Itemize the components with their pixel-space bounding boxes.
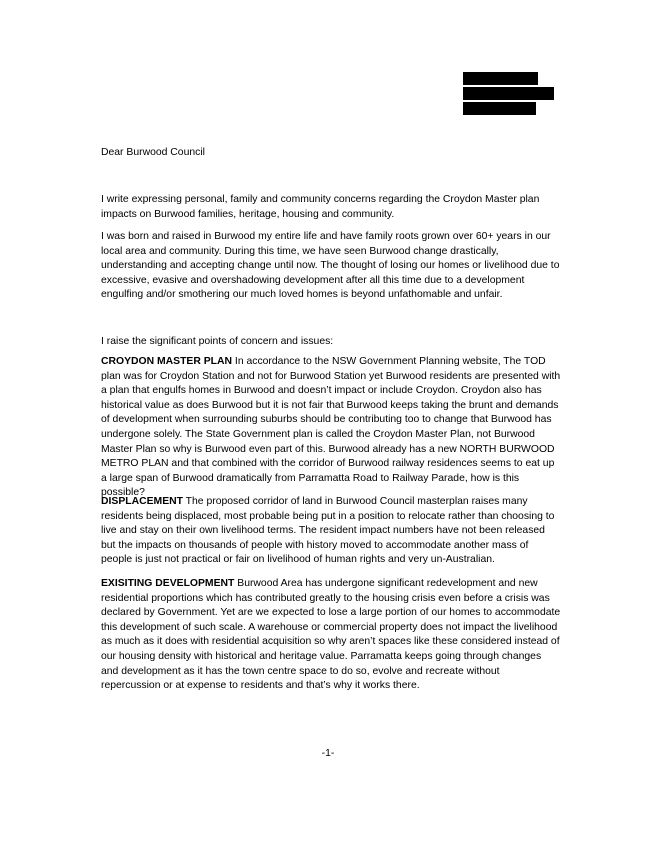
redaction-bar xyxy=(463,72,538,85)
intro-paragraph: I write expressing personal, family and community concerns regarding the Croydon Master plan impacts on Burwood families, heritage, housing and community. xyxy=(101,194,540,220)
point-heading: CROYDON MASTER PLAN xyxy=(101,356,233,367)
background-paragraph: I was born and raised in Burwood my entire life and have family roots grown over 60+ years in our local area and community. During this time, we have seen Burwood change drastically, understanding and accepting change until now. The thought of losing our homes or livelihood due to excessive, evasive and overshadowing development after all this time due to a development engulfing and/or smothering our much loved homes is beyond unfathomable and unfair. xyxy=(101,231,560,301)
redaction-bar xyxy=(463,102,536,115)
point-text: Burwood Area has undergone significant redevelopment and new residential proportions which has contributed greatly to the housing crisis even before a crisis was declared by Government. Yet are we expected to lose a large portion of our homes to accommodate this development of such scale. A warehouse or commercial property does not impact the livelihood as much as it does with residential acquisition so why aren’t spaces like these considered instead of our housing density with historical and heritage value. Parramatta keeps going through changes and development as it has the town centre space to do so, evolve and recreate without repercussion or at expense to residents and that’s why it works there. xyxy=(101,578,561,692)
point-existing-development xyxy=(101,577,561,694)
salutation: Dear Burwood Council xyxy=(101,147,205,158)
point-text: In accordance to the NSW Government Planning website, The TOD plan was for Croydon Station and not for Burwood Station yet Burwood residents are presented with a plan that engulfs homes in Burwood and doesn’t impact or include Croydon. Croydon also has historical value as does Burwood but it is not fair that Burwood keeps taking the brunt and demands of development when surrounding suburbs should be contributing too to change that Burwood has undergone solely. The State Government plan is called the Croydon Master Plan, not Burwood Master Plan so why is Burwood even part of this. Burwood already has a new NORTH BURWOOD METRO PLAN and that combined with the corridor of Burwood railway residences seems to eat up a large span of Burwood dramatically from Parramatta Road to Railway Parade, how is this possible? xyxy=(101,356,561,499)
point-heading: EXISITING DEVELOPMENT xyxy=(101,578,235,589)
redaction-bar xyxy=(463,87,554,100)
page-number: -1- xyxy=(321,748,335,759)
concerns-intro: I raise the significant points of concern and issues: xyxy=(101,336,334,347)
point-heading: DISPLACEMENT xyxy=(101,496,183,507)
point-displacement xyxy=(101,495,561,568)
point-text: The proposed corridor of land in Burwood Council masterplan raises many residents being displaced, most probable being put in a position to relocate rather than choosing to live and stay on their own livelihood terms. The resident impact numbers have not been released but the impacts on thousands of people with history moved to accommodate another mass of people is just not practical or fair on livelihood of human rights and very un-Australian. xyxy=(101,496,555,566)
point-croydon-master-plan xyxy=(101,355,561,501)
